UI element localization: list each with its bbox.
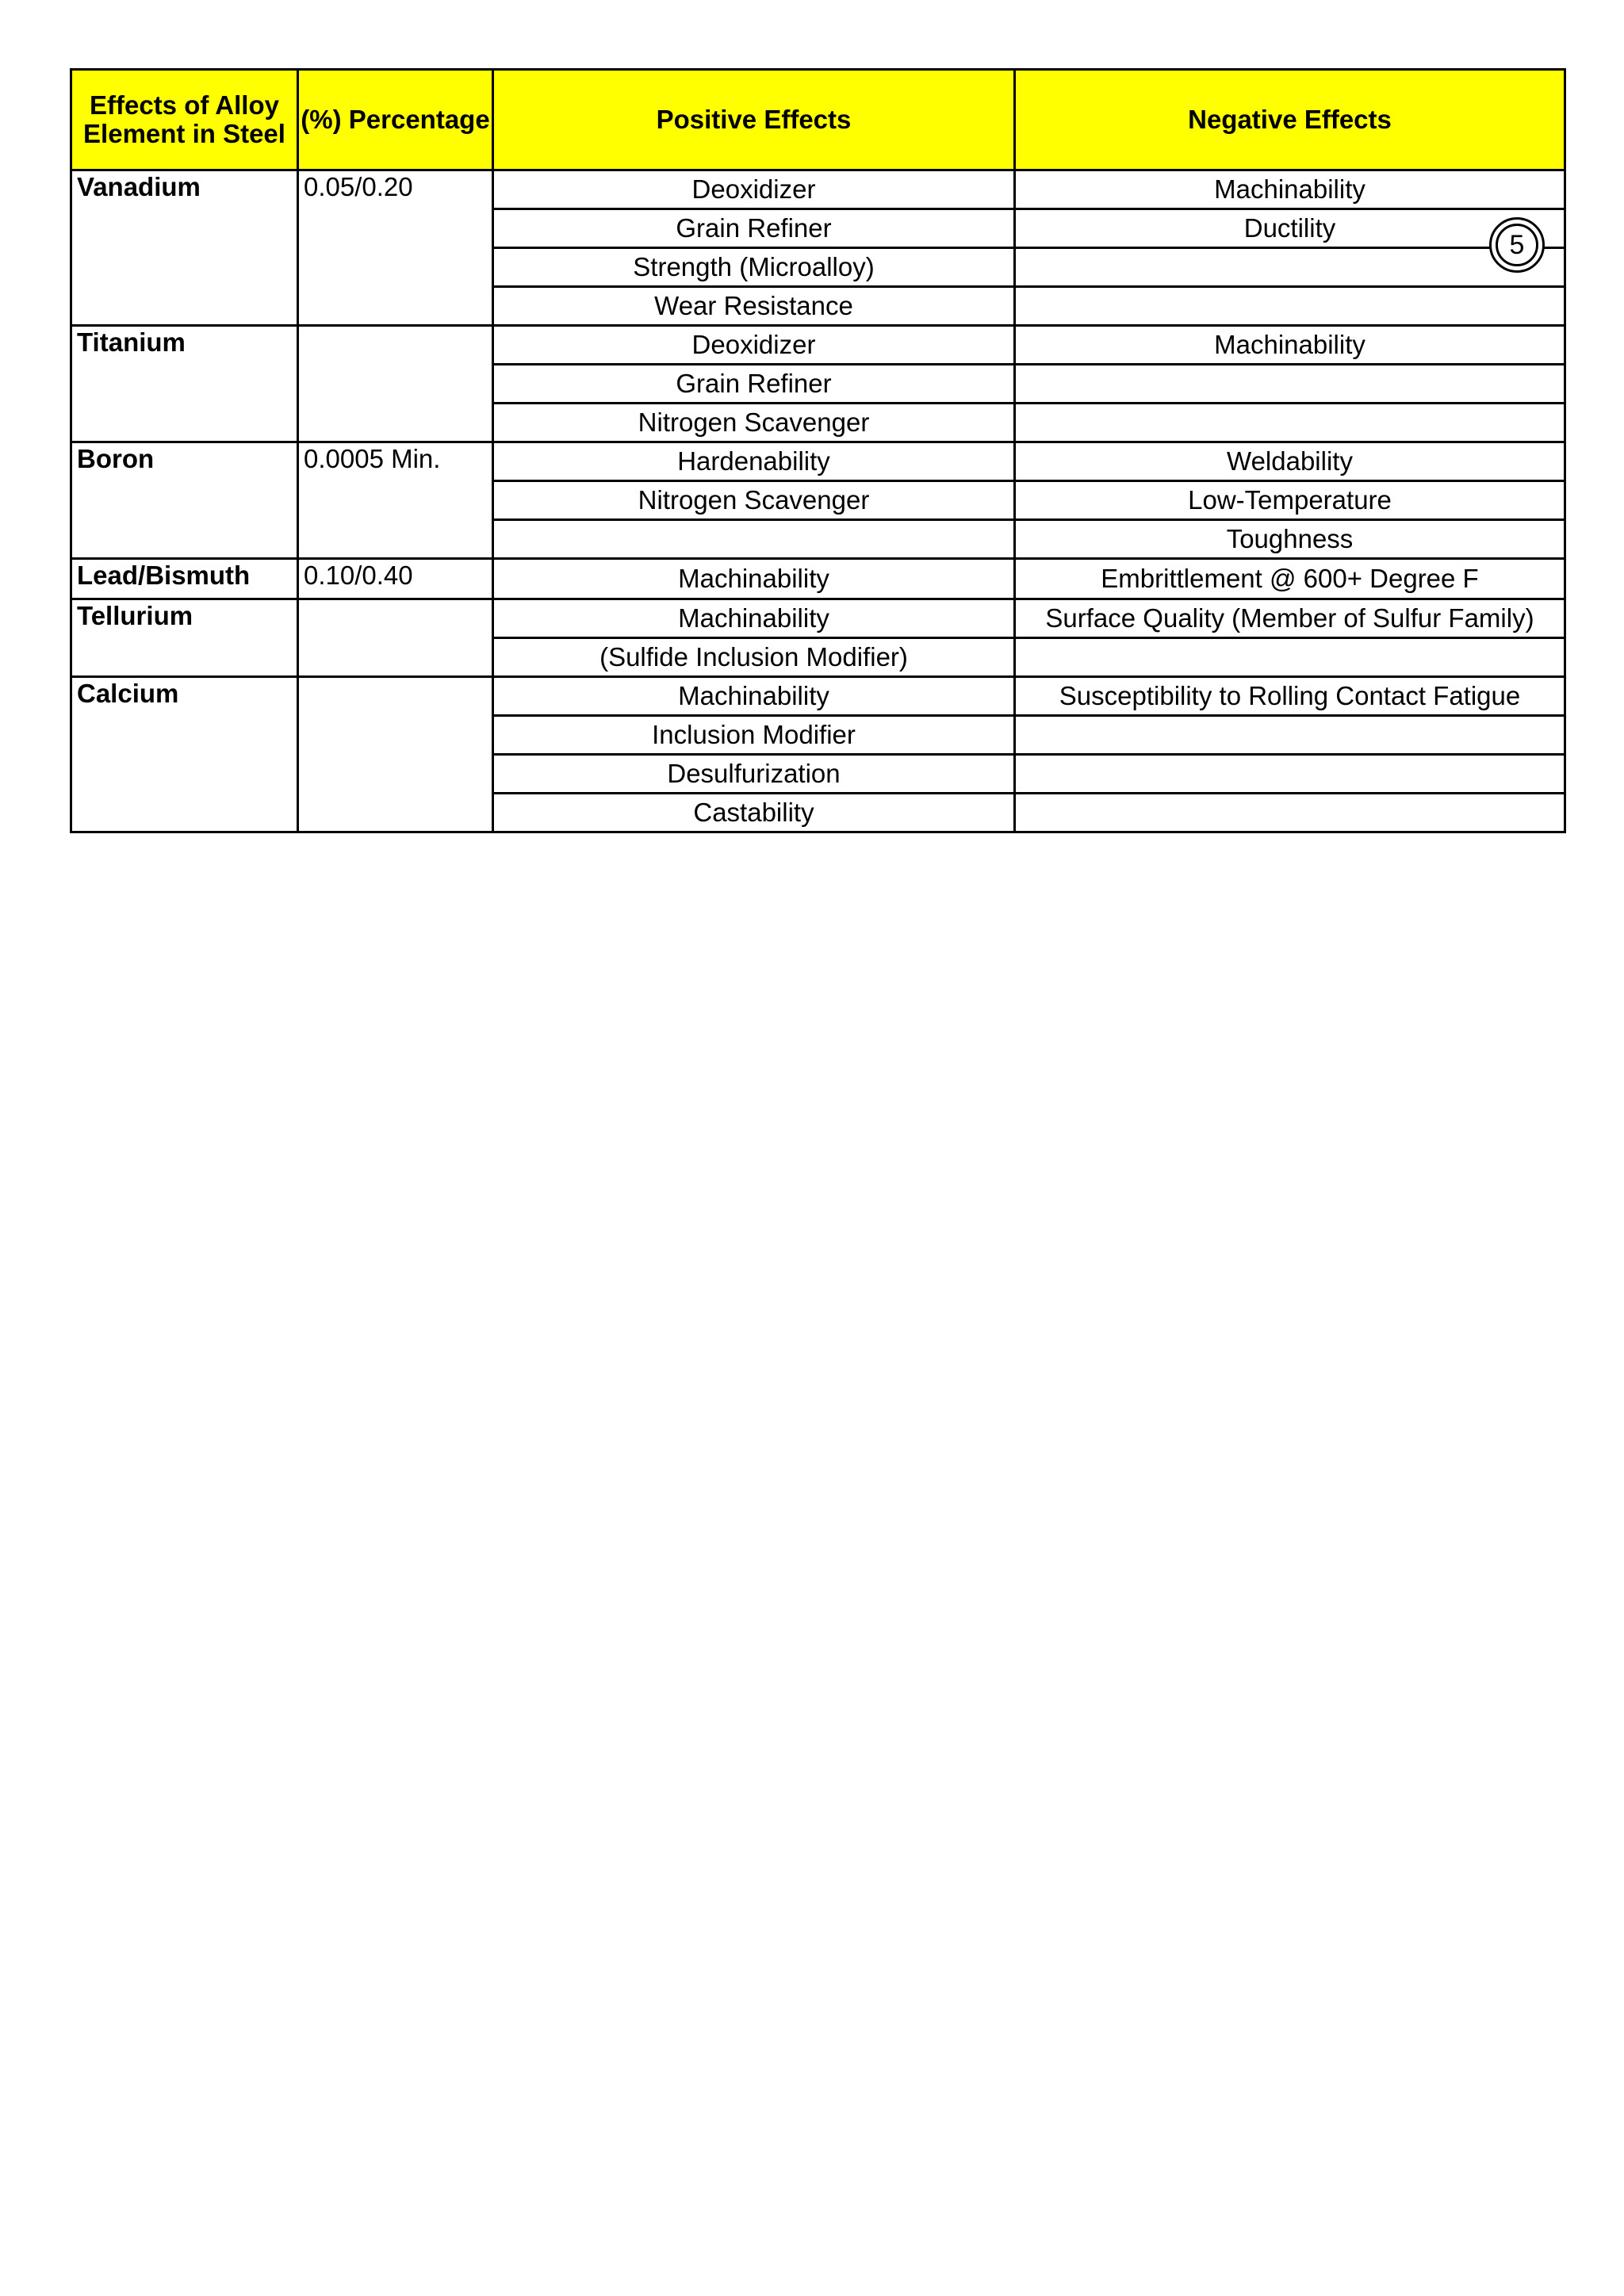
header-negative-effects: Negative Effects <box>1015 70 1565 170</box>
positive-effect-cell: Hardenability <box>493 442 1015 481</box>
negative-effect-cell: Low-Temperature <box>1015 481 1565 520</box>
positive-effect-cell: Machinability <box>493 677 1015 716</box>
positive-effect-cell: Inclusion Modifier <box>493 716 1015 755</box>
element-name-cell: Tellurium <box>71 599 298 677</box>
negative-effect-cell: Weldability <box>1015 442 1565 481</box>
table-row <box>71 677 1565 716</box>
positive-effect-cell: Deoxidizer <box>493 170 1015 209</box>
header-percentage: (%) Percentage <box>298 70 493 170</box>
negative-effect-cell <box>1015 287 1565 326</box>
table-row <box>71 442 1565 481</box>
positive-effect-cell: Nitrogen Scavenger <box>493 404 1015 442</box>
negative-effect-cell: Toughness <box>1015 520 1565 559</box>
negative-effect-cell: Embrittlement @ 600+ Degree F <box>1015 559 1565 599</box>
positive-effect-cell: Wear Resistance <box>493 287 1015 326</box>
table-row <box>71 170 1565 209</box>
negative-effect-cell <box>1015 794 1565 832</box>
percentage-cell <box>298 326 493 442</box>
positive-effect-cell: Machinability <box>493 599 1015 638</box>
element-name-cell: Lead/Bismuth <box>71 559 298 599</box>
element-name-cell: Titanium <box>71 326 298 442</box>
alloy-effects-table <box>70 68 1566 833</box>
percentage-cell <box>298 677 493 832</box>
percentage-cell: 0.0005 Min. <box>298 442 493 559</box>
element-name-cell: Vanadium <box>71 170 298 326</box>
negative-effect-cell: Machinability <box>1015 326 1565 365</box>
positive-effect-cell: (Sulfide Inclusion Modifier) <box>493 638 1015 677</box>
positive-effect-cell: Grain Refiner <box>493 209 1015 248</box>
element-name-cell: Calcium <box>71 677 298 832</box>
table-header-row <box>71 70 1565 170</box>
negative-effect-cell: Machinability <box>1015 170 1565 209</box>
table-row <box>71 326 1565 365</box>
negative-effect-cell: Susceptibility to Rolling Contact Fatigue <box>1015 677 1565 716</box>
table-row <box>71 599 1565 638</box>
positive-effect-cell: Castability <box>493 794 1015 832</box>
percentage-cell: 0.05/0.20 <box>298 170 493 326</box>
positive-effect-cell: Desulfurization <box>493 755 1015 794</box>
positive-effect-cell: Strength (Microalloy) <box>493 248 1015 287</box>
page-number: 5 <box>1496 224 1538 266</box>
negative-effect-cell <box>1015 716 1565 755</box>
table-body <box>71 170 1565 832</box>
negative-effect-cell <box>1015 248 1565 287</box>
element-name-cell: Boron <box>71 442 298 559</box>
negative-effect-cell <box>1015 755 1565 794</box>
positive-effect-cell: Deoxidizer <box>493 326 1015 365</box>
page-number-stamp <box>1489 217 1545 273</box>
positive-effect-cell: Machinability <box>493 559 1015 599</box>
negative-effect-cell <box>1015 638 1565 677</box>
negative-effect-cell: Ductility <box>1015 209 1565 248</box>
negative-effect-cell <box>1015 365 1565 404</box>
positive-effect-cell <box>493 520 1015 559</box>
positive-effect-cell: Nitrogen Scavenger <box>493 481 1015 520</box>
negative-effect-cell <box>1015 404 1565 442</box>
percentage-cell: 0.10/0.40 <box>298 559 493 599</box>
header-positive-effects: Positive Effects <box>493 70 1015 170</box>
header-element: Effects of Alloy Element in Steel <box>71 70 298 170</box>
negative-effect-cell: Surface Quality (Member of Sulfur Family) <box>1015 599 1565 638</box>
positive-effect-cell: Grain Refiner <box>493 365 1015 404</box>
percentage-cell <box>298 599 493 677</box>
table-row <box>71 559 1565 599</box>
